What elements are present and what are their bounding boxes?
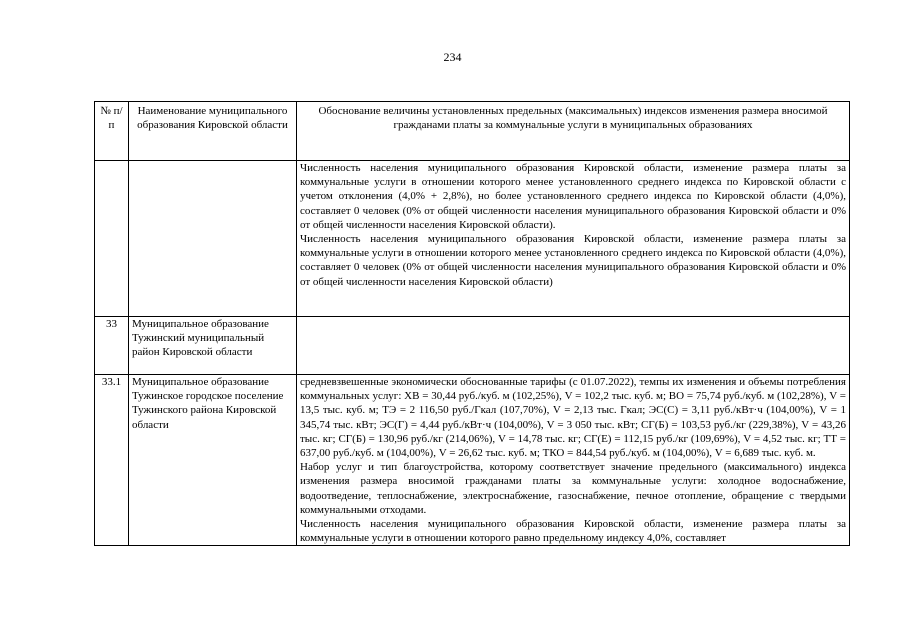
row-cont-basis — [297, 161, 850, 317]
header-name: Наименование муниципального образования Кировской области — [129, 102, 297, 161]
table-row — [95, 161, 850, 317]
table-row — [95, 375, 850, 546]
header-basis: Обоснование величины установленных предельных (максимальных) индексов изменения размера вносимой гражданами платы за коммунальные услуги в муниципальных образованиях — [297, 102, 850, 161]
row-33-1-num: 33.1 — [95, 375, 129, 546]
row-33-1-paragraph-2: Набор услуг и тип благоустройства, которому соответствует значение предельного (максимального) индекса изменения размера вносимой гражданами платы за коммунальные услуги: холодное водоснабжение, водоотведение, теплоснабжение, электроснабжение, газоснабжение, печное отопление, обращение с твердыми коммунальными отходами. — [300, 461, 846, 516]
row-33-1-name: Муниципальное образование Тужинское городское поселение Тужинского района Кировской области — [129, 375, 297, 546]
row-33-1-paragraph-3: Численность населения муниципального образования Кировской области, изменение размера платы за коммунальные услуги в отношении которого равно предельному индексу 4,0%, составляет — [300, 518, 846, 545]
header-num: № п/п — [95, 102, 129, 161]
row-33-name: Муниципальное образование Тужинский муниципальный район Кировской области — [129, 317, 297, 375]
page-number: 234 — [443, 50, 462, 64]
table-header-row — [95, 102, 850, 161]
row-33-num: 33 — [95, 317, 129, 375]
row-cont-paragraph-2: Численность населения муниципального образования Кировской области, изменение размера платы за коммунальные услуги в отношении которого менее установленного среднего индекса по Кировской области (4,0%), составляет 0 человек (0% от общей численности населения муниципального образования Кировской области и 0% от общей численности населения Кировской области) — [300, 233, 846, 288]
table-row — [95, 317, 850, 375]
row-cont-name — [129, 161, 297, 317]
row-33-1-paragraph-1: средневзвешенные экономически обоснованные тарифы (с 01.07.2022), темпы их изменения и объемы потребления коммунальных услуг: ХВ = 30,44 руб./куб. м (102,25%), V = 102,2 тыс. куб. м; ВО = 75,74 руб./куб. м (102,28%), V = 13,5 тыс. куб. м; ТЭ = 2 116,50 руб./Гкал (107,70%), V = 2,13 тыс. Гкал; ЭС(С) = 3,11 руб./кВт·ч (104,00%), V = 1 345,74 тыс. кВт; ЭС(Г) = 4,44 руб./кВт·ч (104,00%), V = 3 050 тыс. кВт; СГ(Б) = 103,53 руб./кг (229,38%), V = 43,26 тыс. кг; СГ(Б) = 130,96 руб./кг (214,06%), V = 14,78 тыс. кг; СГ(Е) = 112,15 руб./кг (109,69%), V = 4,52 тыс. кг; ТТ = 637,00 руб./куб. м (104,00%), V = 26,62 тыс. куб. м; ТКО = 844,54 руб./куб. м (104,00%), V = 6,689 тыс. куб. м. — [300, 376, 846, 460]
row-33-1-basis — [297, 375, 850, 546]
row-cont-paragraph-1: Численность населения муниципального образования Кировской области, изменение размера платы за коммунальные услуги в отношении которого менее установленного среднего индекса по Кировской области с учетом отклонения (4,0% + 2,8%), но более установленного среднего индекса по Кировской области (4,0%), составляет 0 человек (0% от общей численности населения муниципального образования Кировской области и 0% от общей численности населения Кировской области). — [300, 162, 846, 231]
row-cont-num — [95, 161, 129, 317]
indices-table — [94, 101, 850, 546]
row-33-basis — [297, 317, 850, 375]
